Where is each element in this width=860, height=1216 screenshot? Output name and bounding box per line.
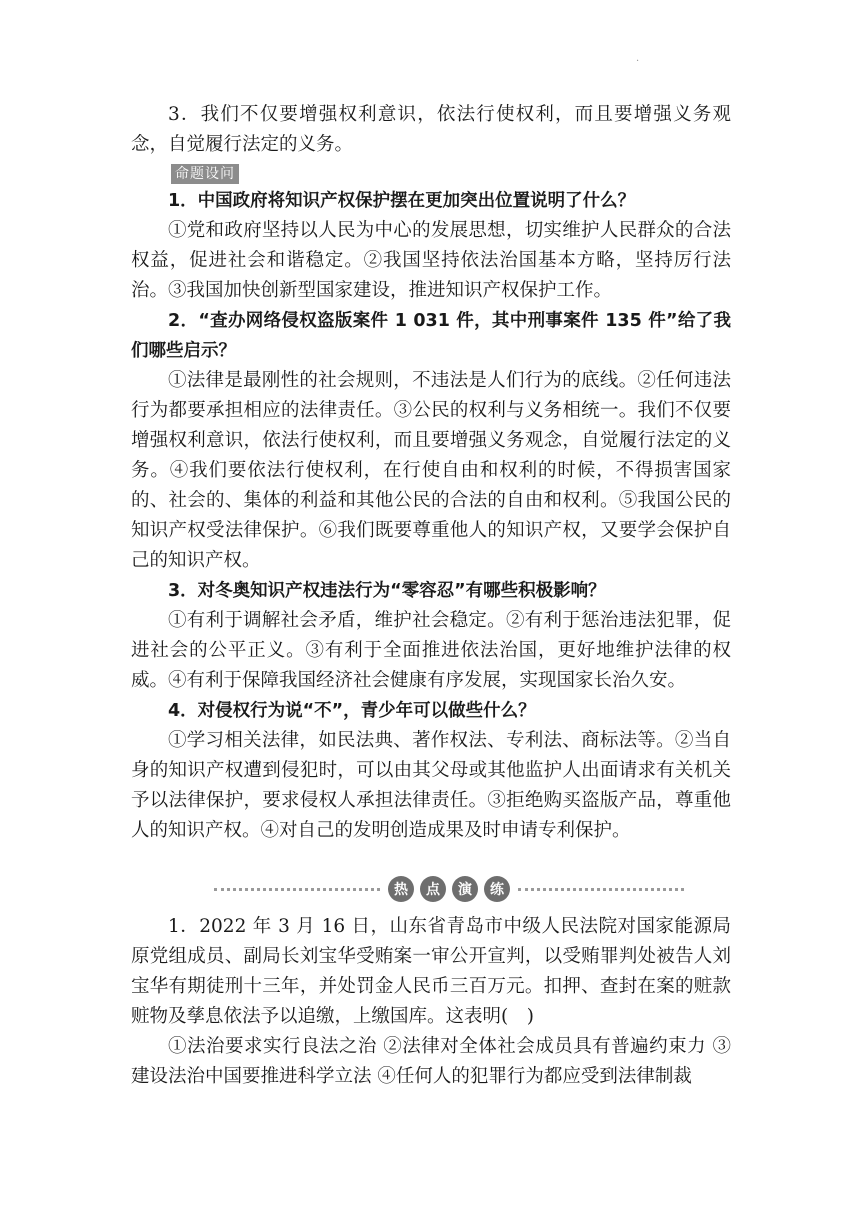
section-badge: 命题设问 [171, 164, 239, 184]
heading-char: 演 [452, 876, 478, 902]
question-2: 2．“查办网络侵权盗版案件 1 031 件，其中刑事案件 135 件”给了我们哪些启示？ [131, 311, 731, 361]
dotted-line-right [518, 888, 684, 891]
intro-point: 3．我们不仅要增强权利意识，依法行使权利，而且要增强义务观念，自觉履行法定的义务。 [131, 104, 731, 155]
heading-char: 练 [484, 876, 510, 902]
practice-heading [388, 876, 510, 902]
dotted-line-left [214, 888, 380, 891]
question-4: 4．对侵权行为说“不”，青少年可以做些什么？ [168, 701, 536, 721]
practice-divider [214, 876, 684, 902]
question-3: 3．对冬奥知识产权违法行为“零容忍”有哪些积极影响？ [168, 581, 606, 601]
answer-2: ①法律是最刚性的社会规则，不违法是人们行为的底线。②任何违法行为都要承担相应的法律责任。③公民的权利与义务相统一。我们不仅要增强权利意识，依法行使权利，而且要增强义务观念，自觉履行法定的义务。④我们要依法行使权利，在行使自由和权利的时候，不得损害国家的、社会的、集体的利益和其他公民的合法的自由和权利。⑤我国公民的知识产权受法律保护。⑥我们既要尊重他人的知识产权，又要学会保护自己的知识产权。 [131, 370, 731, 571]
heading-char: 热 [388, 876, 414, 902]
practice-section [131, 912, 731, 1092]
practice-stem: 1．2022 年 3 月 16 日，山东省青岛市中级人民法院对国家能源局原党组成员、副局长刘宝华受贿案一审公开宣判，以受贿罪判处被告人刘宝华有期徒刑十三年，并处罚金人民币三百万元。扣押、查封在案的赃款赃物及孳息依法予以追缴，上缴国库。这表明( ) [131, 916, 731, 1027]
heading-char: 点 [420, 876, 446, 902]
answer-3: ①有利于调解社会矛盾，维护社会稳定。②有利于惩治违法犯罪，促进社会的公平正义。③有利于全面推进依法治国，更好地维护法律的权威。④有利于保障我国经济社会健康有序发展，实现国家长治久安。 [131, 610, 731, 691]
question-1: 1．中国政府将知识产权保护摆在更加突出位置说明了什么？ [168, 191, 636, 211]
content-area [131, 100, 731, 846]
answer-4: ①学习相关法律，如民法典、著作权法、专利法、商标法等。②当自身的知识产权遭到侵犯时，可以由其父母或其他监护人出面请求有关机关予以法律保护，要求侵权人承担法律责任。③拒绝购买盗版产品，尊重他人的知识产权。④对自己的发明创造成果及时申请专利保护。 [131, 730, 731, 841]
answer-1: ①党和政府坚持以人民为中心的发展思想，切实维护人民群众的合法权益，促进社会和谐稳定。②我国坚持依法治国基本方略，坚持厉行法治。③我国加快创新型国家建设，推进知识产权保护工作。 [131, 220, 731, 301]
top-mark: · [636, 56, 640, 67]
practice-options: ①法治要求实行良法之治 ②法律对全体社会成员具有普遍约束力 ③建设法治中国要推进科学立法 ④任何人的犯罪行为都应受到法律制裁 [131, 1036, 731, 1087]
